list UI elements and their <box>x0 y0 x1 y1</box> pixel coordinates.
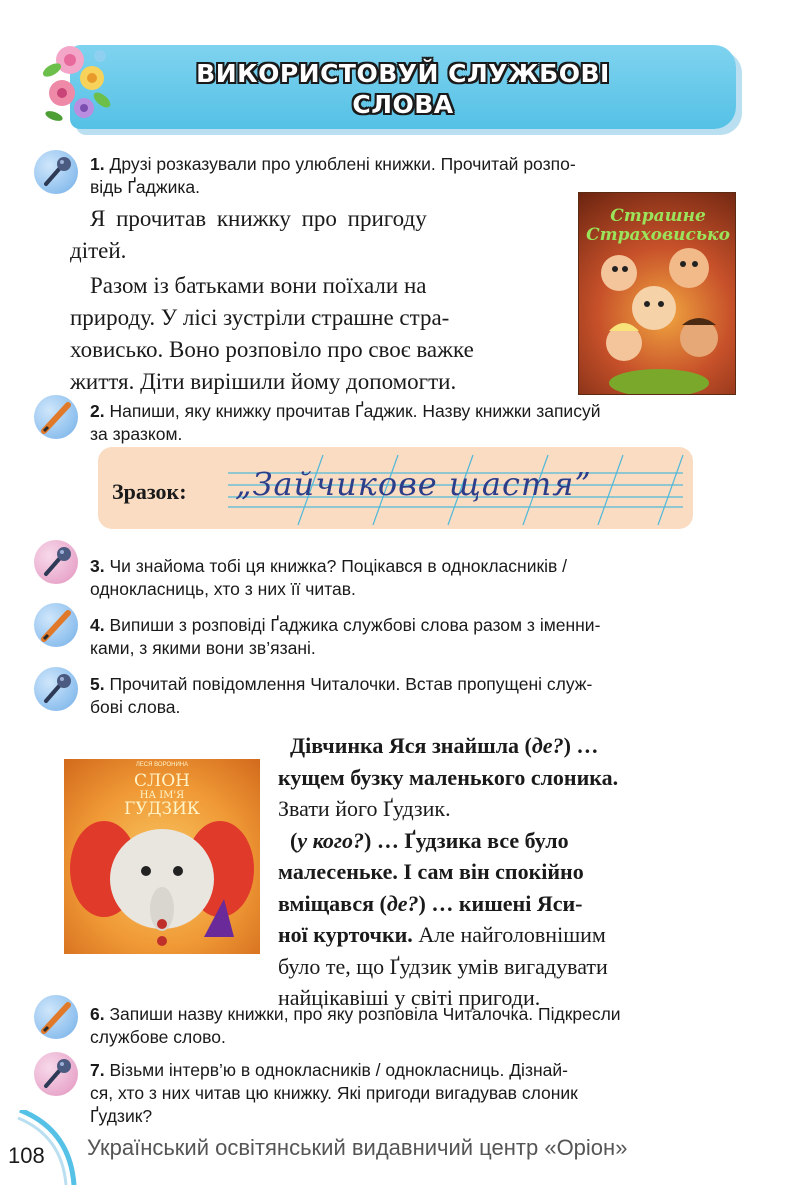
story-line: найцікавіші у світі пригоди. <box>278 985 541 1010</box>
story-chytalochka <box>278 730 738 1014</box>
publisher-line: Український освітянський видавничий центр «Оріон» <box>87 1135 628 1160</box>
story-line: було те, що Ґудзик умів вигадувати <box>278 953 608 979</box>
book-illustration <box>64 759 260 954</box>
task-text: Напиши, яку книжку прочитав Ґаджик. Назву книжки записуй <box>109 401 601 421</box>
pen-icon <box>34 603 78 647</box>
title-line-2: СЛОВА <box>352 90 454 119</box>
book-title: Страшне Страховисько <box>586 206 730 245</box>
story-line: Разом із батьками вони поїхали на <box>90 273 427 298</box>
task-number: 7. <box>90 1060 105 1080</box>
story-line: дітей. <box>70 238 127 263</box>
book-cover-strashne-strakhovysko <box>578 192 736 395</box>
task-4 <box>90 614 750 660</box>
task-3 <box>90 555 750 601</box>
task-number: 3. <box>90 556 105 576</box>
task-text: ся, хто з них читав цю книжку. Які пригоди вигадував слоник <box>90 1083 578 1103</box>
story-line: Дівчинка Яся знайшла (де?) … <box>290 733 599 758</box>
task-text: бові слова. <box>90 697 181 717</box>
story-line: кущем бузку маленького слоника. <box>278 764 619 790</box>
task-text: Чи знайома тобі ця книжка? Поцікався в однокласників / <box>109 556 568 576</box>
story-line: малесеньке. І сам він спокійно <box>278 859 584 884</box>
microphone-icon <box>34 1052 78 1096</box>
pen-icon <box>34 995 78 1039</box>
task-number: 4. <box>90 615 105 635</box>
page-title <box>70 58 736 120</box>
story-line: ної курточки. Але найголовнішим <box>278 922 606 947</box>
task-text: Ґудзик? <box>90 1106 153 1126</box>
story-gadzhik <box>70 203 570 398</box>
microphone-icon <box>34 540 78 584</box>
task-text: Запиши назву книжки, про яку розповіла Читалочка. Підкресли <box>109 1004 621 1024</box>
task-7 <box>90 1059 750 1128</box>
sample-handwriting: „Зайчикове щастя” <box>235 465 592 503</box>
story-line: життя. Діти вирішили йому допомогти. <box>70 369 457 394</box>
story-line: Я прочитав книжку про пригоду <box>90 206 427 231</box>
book-title: СЛОН НА ІМ'Я ГУДЗИК <box>124 771 200 819</box>
sample-label: Зразок: <box>112 479 187 504</box>
story-line: вміщався (де?) … кишені Яси- <box>278 890 583 916</box>
task-text: відь Ґаджика. <box>90 177 200 197</box>
story-line: ховисько. Воно розповіло про своє важке <box>70 337 474 362</box>
task-number: 5. <box>90 674 105 694</box>
book-cover-slon-gudzyk: ЛЕСЯ ВОРОНИНА СЛОН НА ІМ'Я ГУДЗИК <box>64 759 260 954</box>
task-text: Візьми інтерв’ю в однокласників / однокласниць. Дізнай- <box>109 1060 568 1080</box>
microphone-icon <box>34 150 78 194</box>
title-line-1: ВИКОРИСТОВУЙ СЛУЖБОВІ <box>196 59 610 88</box>
task-number: 2. <box>90 401 105 421</box>
story-line: (у кого?) … Ґудзика все було <box>290 827 569 853</box>
task-text: ками, з якими вони зв’язані. <box>90 638 316 658</box>
task-2 <box>90 400 750 446</box>
task-text: за зразком. <box>90 424 183 444</box>
story-line: Звати його Ґудзик. <box>278 796 451 821</box>
task-text: однокласниць, хто з них її читав. <box>90 579 356 599</box>
task-number: 1. <box>90 154 105 174</box>
task-6 <box>90 1003 780 1049</box>
pen-icon <box>34 395 78 439</box>
book-illustration <box>579 193 736 395</box>
task-5 <box>90 673 750 719</box>
page-number: 108 <box>8 1143 45 1168</box>
story-line: природу. У лісі зустріли страшне стра- <box>70 305 450 330</box>
task-text: Друзі розказували про улюблені книжки. Прочитай розпо- <box>109 154 576 174</box>
microphone-icon <box>34 667 78 711</box>
task-text: Прочитай повідомлення Читалочки. Встав пропущені служ- <box>109 674 593 694</box>
task-text: Випиши з розповіді Ґаджика службові слова разом з іменни- <box>109 615 601 635</box>
task-number: 6. <box>90 1004 105 1024</box>
task-text: службове слово. <box>90 1027 226 1047</box>
